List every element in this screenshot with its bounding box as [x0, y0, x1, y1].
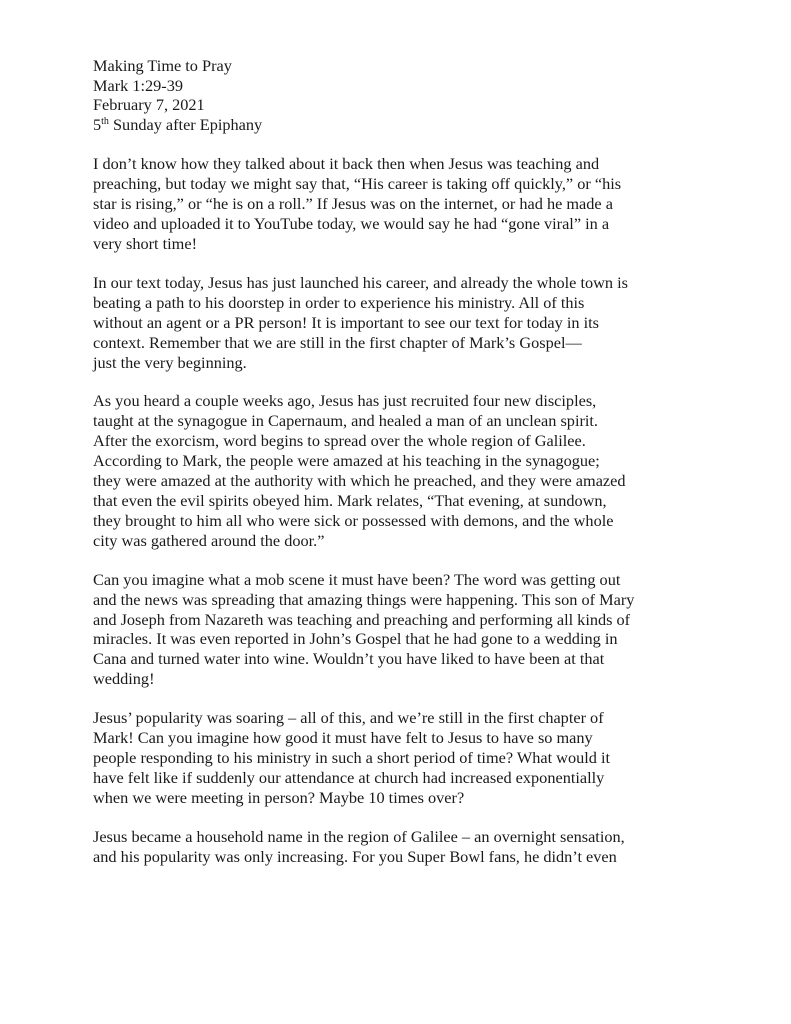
text-line: preaching, but today we might say that, “His career is taking off quickly,” or “his	[93, 174, 622, 194]
text-line: After the exorcism, word begins to spread over the whole region of Galilee.	[93, 431, 586, 451]
text-line: have felt like if suddenly our attendance at church had increased exponentially	[93, 767, 605, 787]
sermon-date: February 7, 2021	[93, 95, 205, 115]
text-line: city was gathered around the door.”	[93, 530, 325, 550]
text-line: people responding to his ministry in such a short period of time? What would it	[93, 747, 611, 767]
text-line: According to Mark, the people were amazed at his teaching in the synagogue;	[93, 451, 600, 471]
text-line: As you heard a couple weeks ago, Jesus has just recruited four new disciples,	[93, 391, 597, 411]
text-line: Jesus’ popularity was soaring – all of this, and we’re still in the first chapter of	[93, 708, 604, 728]
text-line: they brought to him all who were sick or possessed with demons, and the whole	[93, 510, 614, 530]
body-paragraph	[93, 273, 713, 373]
occasion-rest: Sunday after Epiphany	[108, 114, 263, 134]
text-line: taught at the synagogue in Capernaum, and healed a man of an unclean spirit.	[93, 411, 599, 431]
text-line: In our text today, Jesus has just launched his career, and already the whole town is	[93, 272, 628, 292]
text-line: when we were meeting in person? Maybe 10 times over?	[93, 787, 465, 807]
sermon-title: Making Time to Pray	[93, 56, 232, 75]
text-line: just the very beginning.	[93, 352, 247, 372]
text-line: and his popularity was only increasing. For you Super Bowl fans, he didn’t even	[93, 846, 617, 866]
body-paragraph	[93, 154, 713, 254]
body-paragraph	[93, 827, 713, 867]
text-line: beating a path to his doorstep in order to experience his ministry. All of this	[93, 292, 585, 312]
text-line: they were amazed at the authority with which he preached, and they were amazed	[93, 471, 626, 491]
liturgical-occasion	[93, 115, 713, 135]
text-line: miracles. It was even reported in John’s Gospel that he had gone to a wedding in	[93, 629, 618, 649]
body-paragraph	[93, 391, 713, 550]
text-line: I don’t know how they talked about it back then when Jesus was teaching and	[93, 154, 600, 174]
sermon-header	[93, 56, 713, 134]
sermon-page	[93, 56, 713, 866]
text-line: wedding!	[93, 669, 155, 689]
occasion-suffix: th	[101, 115, 109, 127]
body-paragraph	[93, 708, 713, 808]
text-line: and Joseph from Nazareth was teaching and preaching and performing all kinds of	[93, 609, 631, 629]
text-line: that even the evil spirits obeyed him. Mark relates, “That evening, at sundown,	[93, 490, 607, 510]
text-line: and the news was spreading that amazing things were happening. This son of Mary	[93, 589, 635, 609]
text-line: video and uploaded it to YouTube today, we would say he had “gone viral” in a	[93, 214, 610, 234]
occasion-number: 5	[93, 114, 102, 134]
text-line: Jesus became a household name in the region of Galilee – an overnight sensation,	[93, 826, 625, 846]
text-line: very short time!	[93, 234, 197, 253]
text-line: context. Remember that we are still in the first chapter of Mark’s Gospel—	[93, 332, 582, 352]
body-paragraph	[93, 570, 713, 689]
sermon-body	[93, 154, 713, 866]
text-line: Cana and turned water into wine. Wouldn’t you have liked to have been at that	[93, 649, 605, 669]
text-line: star is rising,” or “he is on a roll.” If Jesus was on the internet, or had he made a	[93, 194, 613, 214]
scripture-reference: Mark 1:29-39	[93, 75, 183, 95]
text-line: without an agent or a PR person! It is important to see our text for today in its	[93, 312, 599, 332]
text-line: Mark! Can you imagine how good it must have felt to Jesus to have so many	[93, 728, 593, 748]
text-line: Can you imagine what a mob scene it must have been? The word was getting out	[93, 569, 621, 589]
